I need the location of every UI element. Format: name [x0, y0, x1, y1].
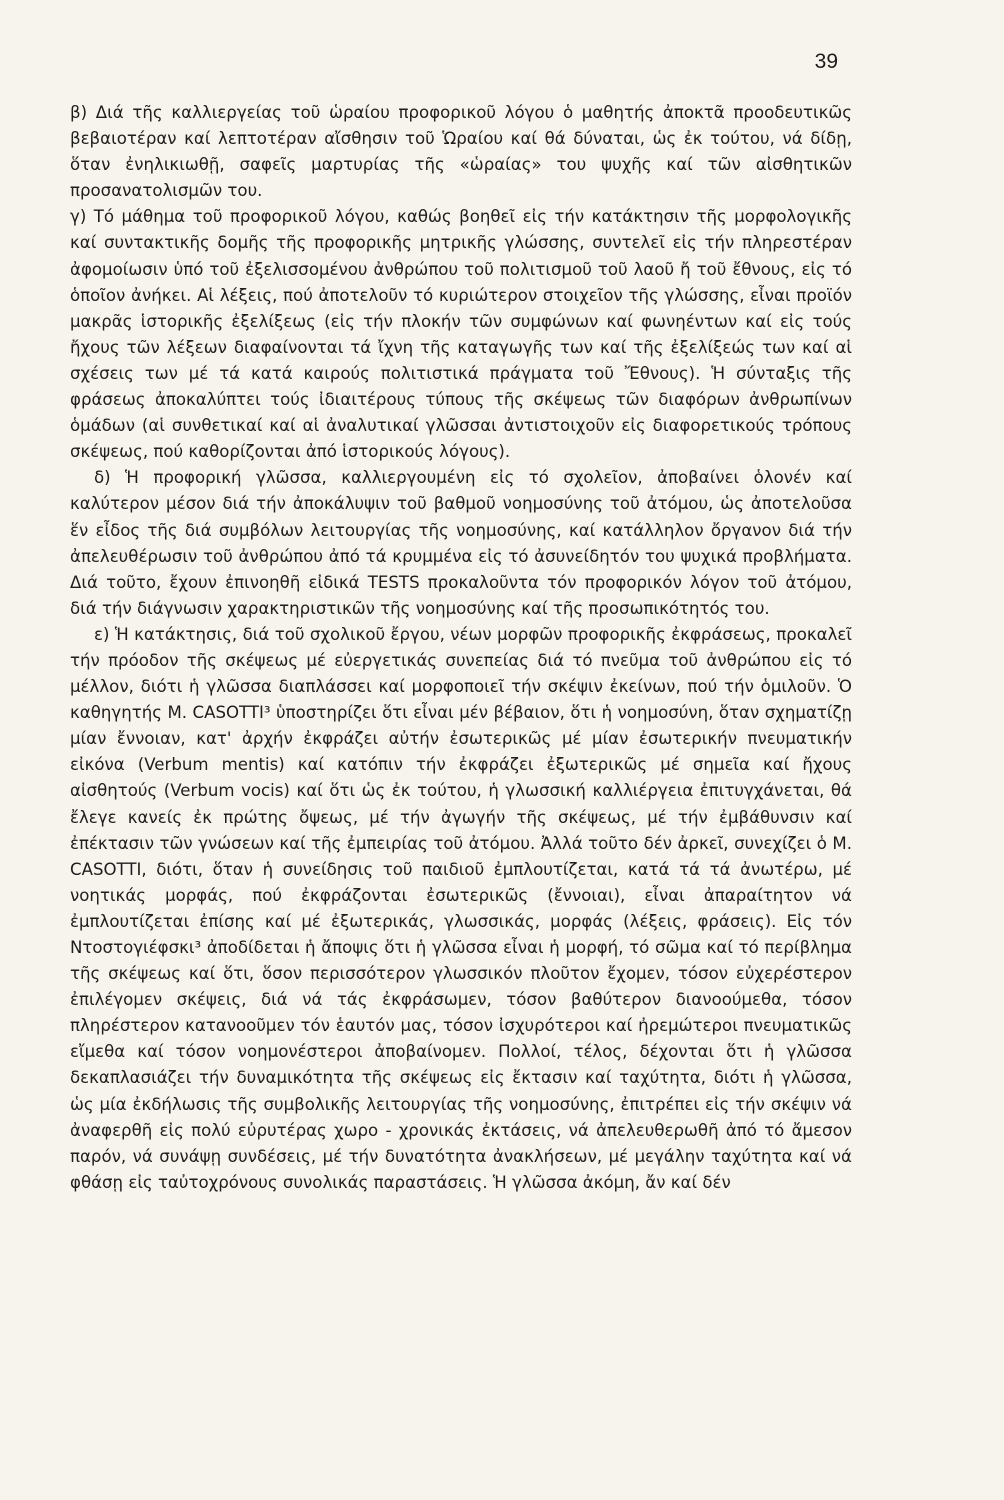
- paragraph-gamma: γ) Τό μάθημα τοῦ προφορικοῦ λόγου, καθώς βοηθεῖ εἰς τήν κατάκτησιν τῆς μορφολογικῆς καί συντακτικῆς δομῆς τῆς προφορικῆς μητρικῆς γλώσσης, συντελεῖ εἰς τήν πληρεστέραν ἀφομοίωσιν ὑπό τοῦ ἐξελισσομένου ἀνθρώπου τοῦ πολιτισμοῦ τοῦ λαοῦ ἤ τοῦ ἔθνους, εἰς τό ὁποῖον ἀνήκει. Αἱ λέξεις, πού ἀποτελοῦν τό κυριώτερον στοιχεῖον τῆς γλώσσης, εἶναι προϊόν μακρᾶς ἱστορικῆς ἐξελίξεως (εἰς τήν πλοκήν τῶν συμφώνων καί φωνηέντων καί εἰς τούς ἤχους τῶν λέξεων διαφαίνονται τά ἴχνη τῆς καταγωγῆς των καί τῆς ἐξελίξεώς των καί αἱ σχέσεις των μέ τά κατά καιρούς πολιτιστικά πράγματα τοῦ Ἔθνους). Ἡ σύνταξις τῆς φράσεως ἀποκαλύπτει τούς ἰδιαιτέρους τύπους τῆς σκέψεως τῶν διαφόρων ἀνθρωπίνων ὁμάδων (αἱ συνθετικαί καί αἱ ἀναλυτικαί γλῶσσαι ἀντιστοιχοῦν εἰς διαφορετικούς τρόπους σκέψεως, πού καθορίζονται ἀπό ἱστορικούς λόγους).: [70, 207, 852, 462]
- paragraph-beta: β) Διά τῆς καλλιεργείας τοῦ ὡραίου προφορικοῦ λόγου ὁ μαθητής ἀποκτᾶ προοδευτικῶς βεβαιοτέραν καί λεπτοτέραν αἴσθησιν τοῦ Ὡραίου καί θά δύναται, ὡς ἐκ τούτου, νά δίδῃ, ὅταν ἐνηλικιωθῇ, σαφεῖς μαρτυρίας τῆς «ὡραίας» του ψυχῆς καί τῶν αἰσθητικῶν προσανατολισμῶν του.: [70, 103, 852, 201]
- paragraph-epsilon: ε) Ἡ κατάκτησις, διά τοῦ σχολικοῦ ἔργου, νέων μορφῶν προφορικῆς ἐκφράσεως, προκαλεῖ τήν πρόοδον τῆς σκέψεως μέ εὐεργετικάς συνεπείας διά τό πνεῦμα τοῦ ἀνθρώπου εἰς τό μέλλον, διότι ἡ γλῶσσα διαπλάσσει καί μορφοποιεῖ τήν σκέψιν ἐκείνων, πού τήν ὁμιλοῦν. Ὁ καθηγητής M. CASOTTI³ ὑποστηρίζει ὅτι εἶναι μέν βέβαιον, ὅτι ἡ νοημοσύνη, ὅταν σχηματίζῃ μίαν ἔννοιαν, κατ' ἀρχήν ἐκφράζει αὐτήν ἐσωτερικῶς μέ μίαν ἐσωτερικήν πνευματικήν εἰκόνα (Verbum mentis) καί κατόπιν τήν ἐκφράζει ἐξωτερικῶς μέ σημεῖα καί ἤχους αἰσθητούς (Verbum vocis) καί ὅτι ὡς ἐκ τούτου, ἡ γλωσσική καλλιέργεια ἐπιτυγχάνεται, θά ἔλεγε κανείς ἐκ πρώτης ὄψεως, μέ τήν ἀγωγήν τῆς σκέψεως, μέ τήν ἐμβάθυνσιν καί ἐπέκτασιν τῶν γνώσεων καί τῆς ἐμπειρίας τοῦ ἀτόμου. Ἀλλά τοῦτο δέν ἀρκεῖ, συνεχίζει ὁ M. CASOTTI, διότι, ὅταν ἡ συνείδησις τοῦ παιδιοῦ ἐμπλουτίζεται, κατά τά τά ἀνωτέρω, μέ νοητικάς μορφάς, πού ἐκφράζονται ἐσωτερικῶς (ἔννοιαι), εἶναι ἀπαραίτητον νά ἐμπλουτίζεται ἐπίσης καί μέ ἐξωτερικάς, γλωσσικάς, μορφάς (λέξεις, φράσεις). Εἰς τόν Ντοστογιέφσκι³ ἀποδίδεται ἡ ἄποψις ὅτι ἡ γλῶσσα εἶναι ἡ μορφή, τό σῶμα καί τό περίβλημα τῆς σκέψεως καί ὅτι, ὅσον περισσότερον γλωσσικόν πλοῦτον ἔχομεν, τόσον εὐχερέστερον ἐπιλέγομεν σκέψεις, διά νά τάς ἐκφράσωμεν, τόσον βαθύτερον διανοούμεθα, τόσον πληρέστερον κατανοοῦμεν τόν ἑαυτόν μας, τόσον ἰσχυρότεροι καί ἠρεμώτεροι πνευματικῶς εἴμεθα καί τόσον νοημονέστεροι ἀποβαίνομεν. Πολλοί, τέλος, δέχονται ὅτι ἡ γλῶσσα δεκαπλασιάζει τήν δυναμικότητα τῆς σκέψεως εἰς ἔκτασιν καί ταχύτητα, διότι ἡ γλῶσσα, ὡς μία ἐκδήλωσις τῆς συμβολικῆς λειτουργίας τῆς νοημοσύνης, ἐπιτρέπει εἰς τήν σκέψιν νά ἀναφερθῆ εἰς πολύ εὐρυτέρας χωρο - χρονικάς ἐκτάσεις, νά ἀπελευθερωθῆ ἀπό τό ἄμεσον παρόν, νά συνάψῃ συνδέσεις, μέ τήν δυνατότητα ἀνακλήσεων, μέ μεγάλην ταχύτητα καί νά φθάσῃ εἰς ταὐτοχρόνους συνολικάς παραστάσεις. Ἡ γλῶσσα ἀκόμη, ἄν καί δέν: [70, 624, 852, 1192]
- paragraph-delta: δ) Ἡ προφορική γλῶσσα, καλλιεργουμένη εἰς τό σχολεῖον, ἀποβαίνει ὁλονέν καί καλύτερον μέσον διά τήν ἀποκάλυψιν τοῦ βαθμοῦ νοημοσύνης τοῦ ἀτόμου, ὡς ἀποτελοῦσα ἕν εἶδος τῆς διά συμβόλων λειτουργίας τῆς νοημοσύνης, καί κατάλληλον ὄργανον διά τήν ἀπελευθέρωσιν τοῦ ἀνθρώπου ἀπό τά κρυμμένα εἰς τό ἀσυνείδητόν του ψυχικά προβλήματα. Διά τοῦτο, ἔχουν ἐπινοηθῆ εἰδικά TESTS προκαλοῦντα τόν προφορικόν λόγον τοῦ ἀτόμου, διά τήν διάγνωσιν χαρακτηριστικῶν τῆς νοημοσύνης καί τῆς προσωπικότητός του.: [70, 468, 852, 618]
- body-text: [70, 100, 852, 1196]
- page-number: 39: [814, 50, 838, 73]
